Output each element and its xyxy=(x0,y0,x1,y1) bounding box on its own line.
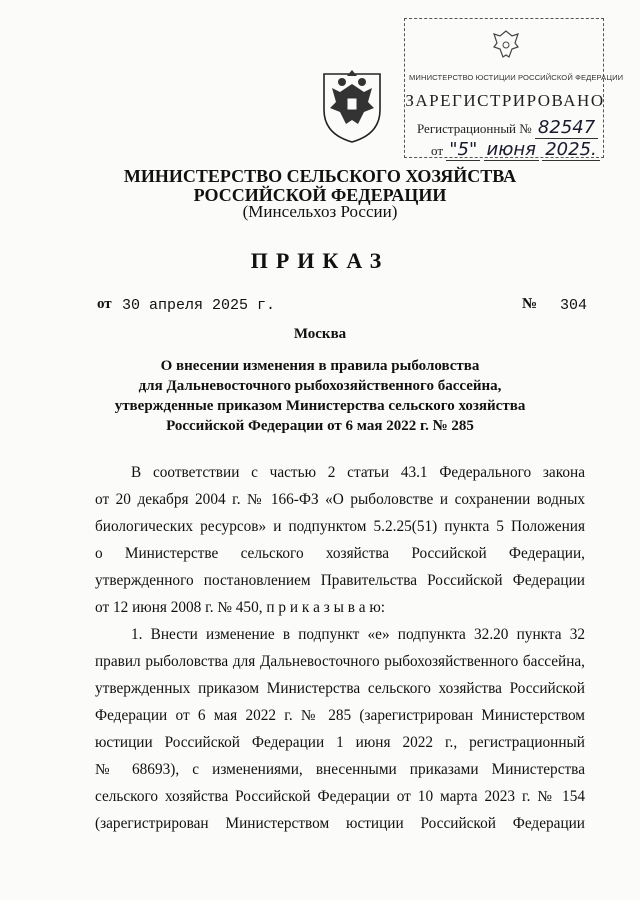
coat-of-arms-emblem xyxy=(318,64,386,144)
body-line: сельского хозяйства Российской Федерации от 10 марта 2023 г. № 154 xyxy=(95,788,585,805)
body-line: биологических ресурсов» и подпунктом 5.2.25(51) пункта 5 Положения xyxy=(95,518,585,535)
body-line: правил рыболовства для Дальневосточного рыбохозяйственного бассейна, xyxy=(95,653,585,670)
order-title: ПРИКАЗ xyxy=(250,248,390,273)
subject-line: Российской Федерации от 6 мая 2022 г. № 285 xyxy=(166,418,474,434)
order-number-sign: № xyxy=(522,296,538,312)
stamp-registered-label: ЗАРЕГИСТРИРОВАНО xyxy=(405,91,605,110)
subject-line: для Дальневосточного рыбохозяйственного бассейна, xyxy=(138,378,502,394)
body-line: утвержденного постановлением Правительства Российской Федерации xyxy=(95,572,585,589)
stamp-reg-label: Регистрационный № xyxy=(417,121,532,136)
body-line: В соответствии с частью 2 статьи 43.1 Федерального закона xyxy=(131,464,585,481)
order-number: 304 xyxy=(560,297,588,314)
body-line: Федерации от 6 мая 2022 г. № 285 (зарегистрирован Министерством xyxy=(95,707,585,724)
subject-line: утвержденные приказом Министерства сельского хозяйства xyxy=(114,398,526,414)
order-date: 30 апреля 2025 г. xyxy=(122,297,276,314)
stamp-reg-number-line xyxy=(417,117,598,138)
ministry-name-line1: МИНИСТЕРСТВО СЕЛЬСКОГО ХОЗЯЙСТВА xyxy=(123,166,517,186)
body-line: о Министерстве сельского хозяйства Российской Федерации, xyxy=(95,545,585,562)
stamp-date-month: июня xyxy=(484,139,539,161)
body-line: 1. Внести изменение в подпункт «е» подпункта 32.20 пункта 32 xyxy=(131,626,585,643)
body-line: утвержденных приказом Министерства сельского хозяйства Российской xyxy=(95,680,585,697)
stamp-date-line xyxy=(431,139,600,160)
body-line: (зарегистрирован Министерством юстиции Российской Федерации xyxy=(95,815,585,832)
body-line: от 20 декабря 2004 г. № 166-ФЗ «О рыболовстве и сохранении водных xyxy=(95,491,585,508)
ministry-short-name: (Минсельхоз России) xyxy=(242,202,398,221)
body-line: юстиции Российской Федерации 1 июня 2022 г., регистрационный xyxy=(95,734,585,751)
stamp-date-year: 2025. xyxy=(542,139,600,161)
body-line: № 68693), с изменениями, внесенными приказами Министерства xyxy=(95,761,585,778)
body-line: от 12 июня 2008 г. № 450, п р и к а з ы в а ю: xyxy=(95,599,386,616)
subject-line: О внесении изменения в правила рыболовства xyxy=(160,358,480,374)
order-city: Москва xyxy=(293,326,347,342)
stamp-date-day: "5" xyxy=(446,139,480,161)
stamp-reg-number: 82547 xyxy=(535,117,598,139)
stamp-date-prefix: от xyxy=(431,143,444,158)
order-subject xyxy=(0,356,640,436)
ministry-name-line2: РОССИЙСКОЙ ФЕДЕРАЦИИ xyxy=(193,185,447,205)
stamp-emblem-icon xyxy=(489,27,523,63)
registration-stamp xyxy=(404,18,624,160)
order-date-prefix: от xyxy=(97,296,112,312)
stamp-ministry-name: МИНИСТЕРСТВО ЮСТИЦИИ РОССИЙСКОЙ ФЕДЕРАЦИИ xyxy=(409,73,624,82)
